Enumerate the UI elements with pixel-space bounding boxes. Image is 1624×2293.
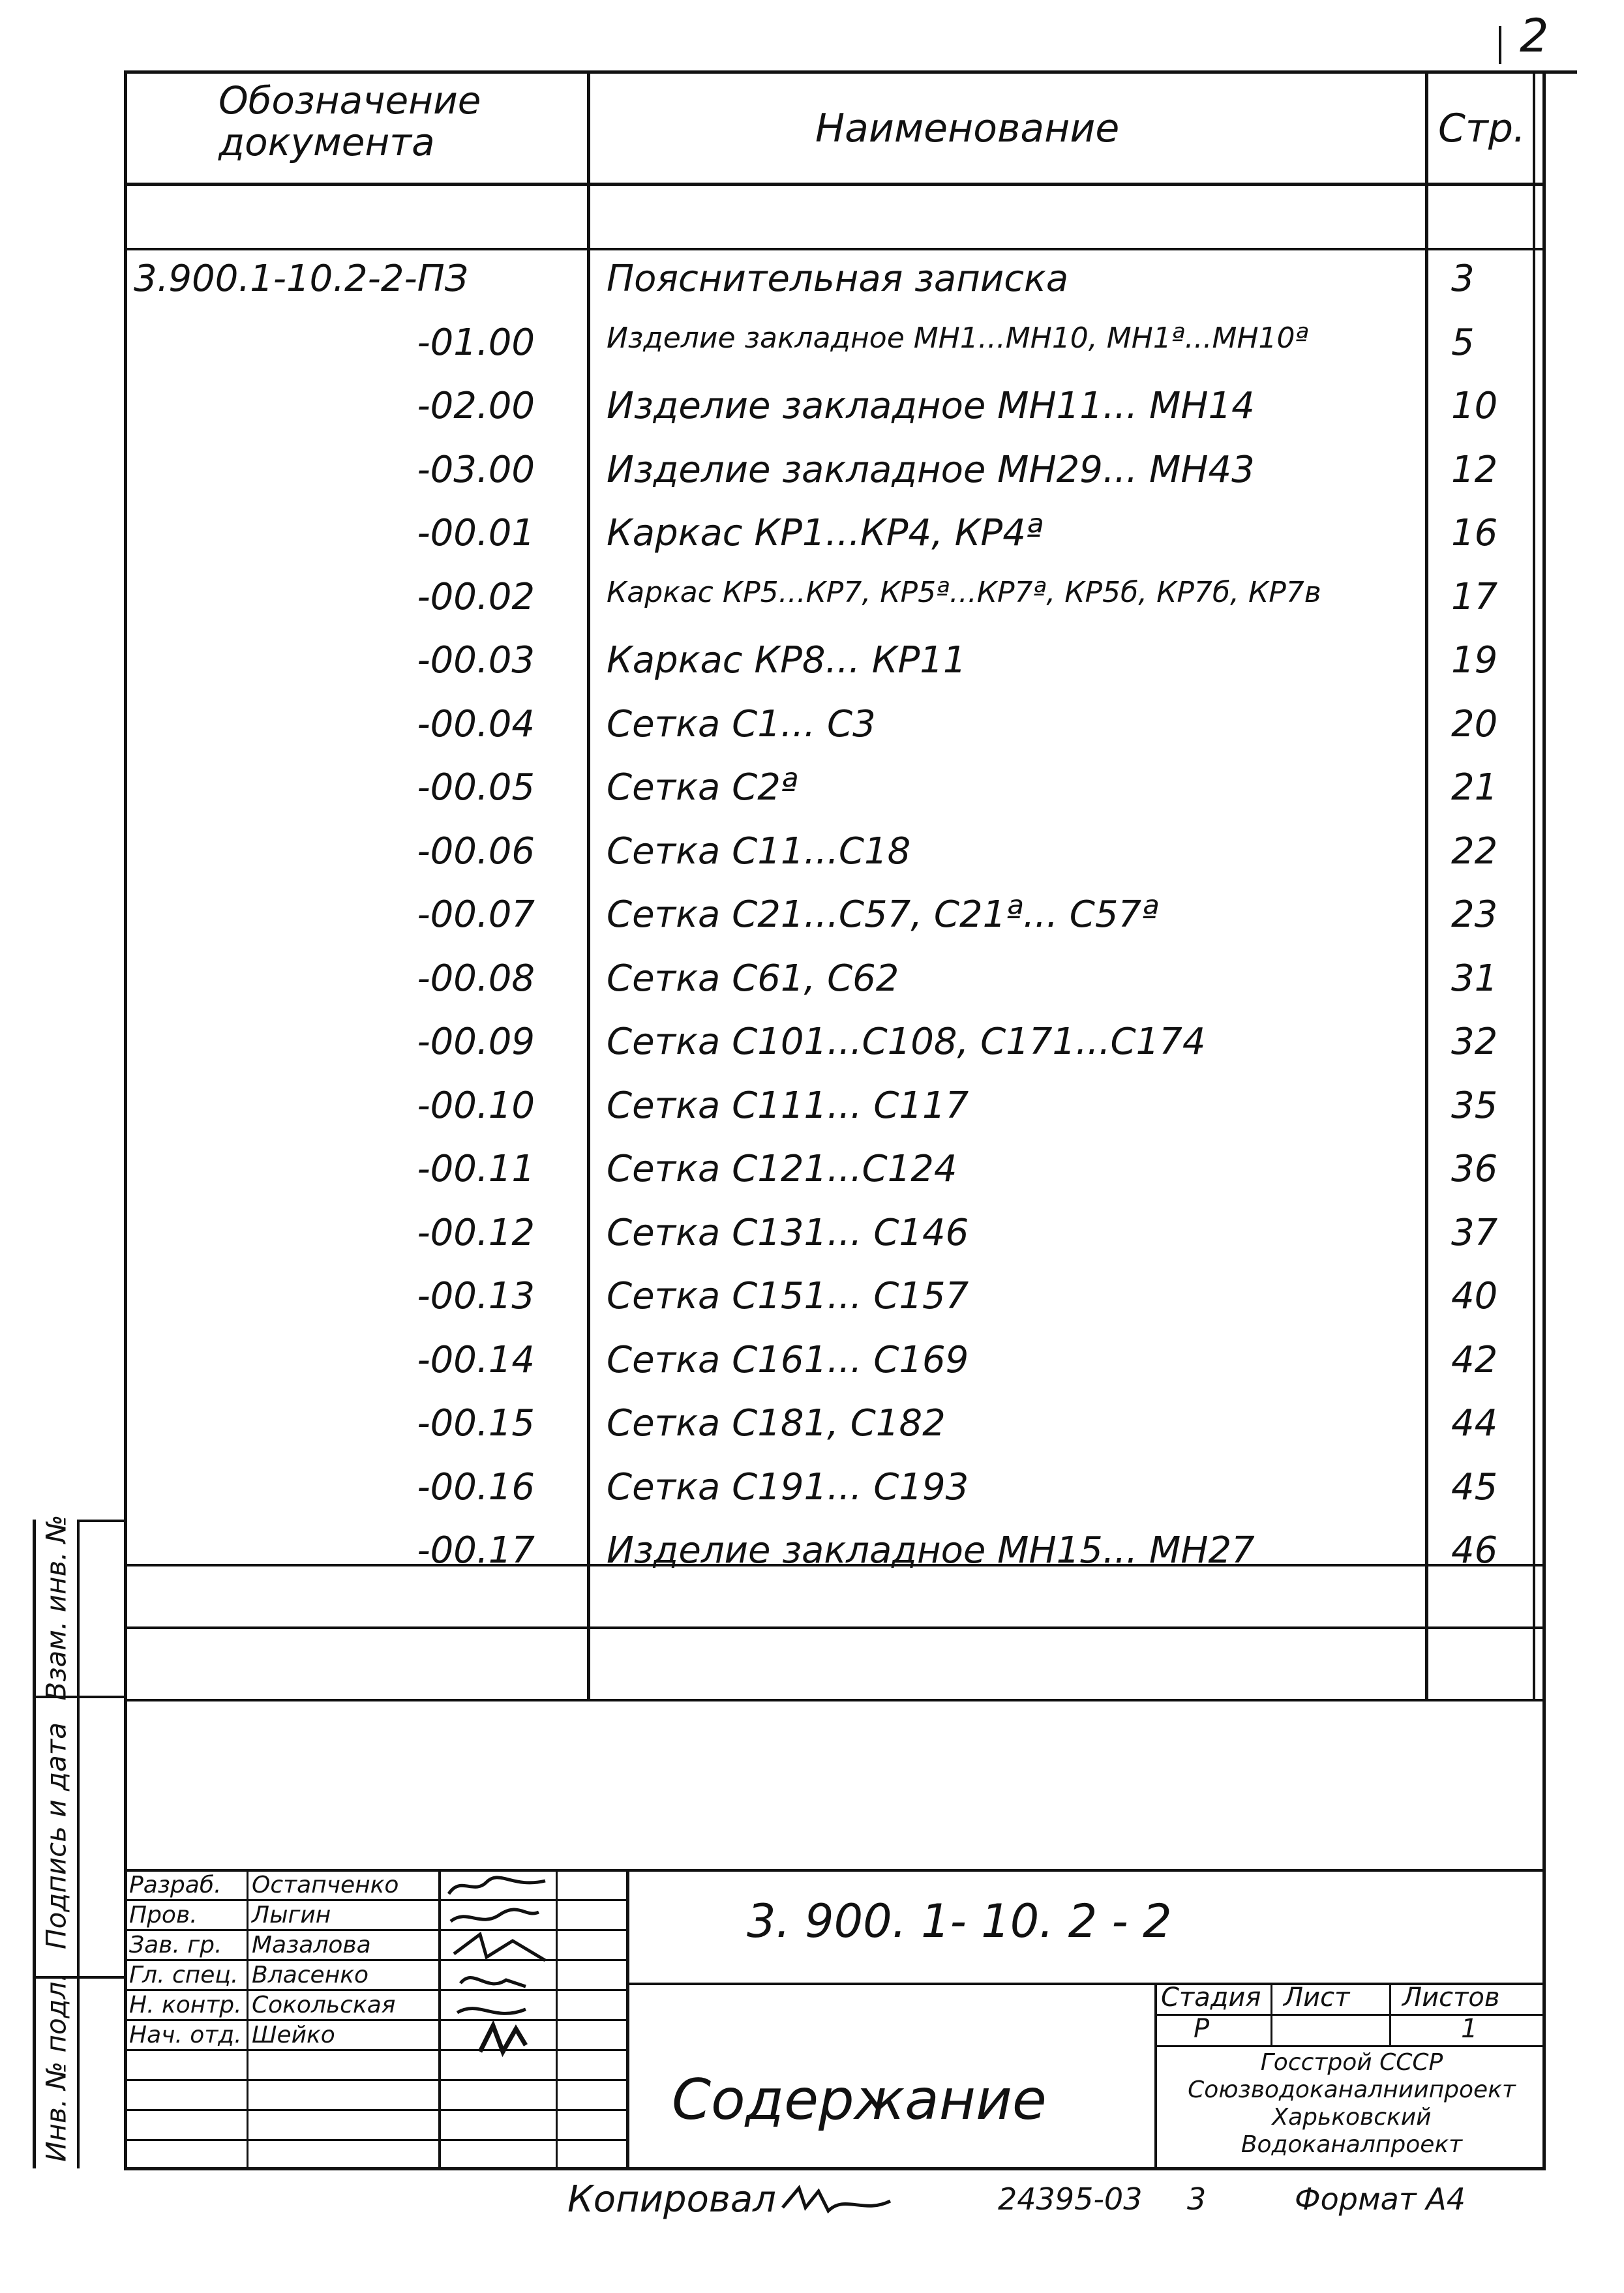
org-line: Союзводоканалниипроект	[1188, 2076, 1516, 2103]
side-sign-date: Подпись и дата	[40, 1722, 72, 1949]
row-name: Изделие закладное МН29... МН43	[607, 448, 1255, 491]
row-code: -00.02	[417, 575, 535, 618]
row-name: Сетка С21...С57, С21ª... С57ª	[607, 893, 1159, 936]
row-code: -00.10	[417, 1084, 535, 1127]
page-number: 2	[1520, 9, 1549, 63]
frame-left	[124, 70, 127, 2169]
row-page: 44	[1451, 1402, 1498, 1445]
row-page: 17	[1451, 575, 1498, 618]
col-line-1	[587, 70, 590, 1701]
row-code: -00.04	[417, 702, 535, 745]
tb-vert-4	[626, 1869, 629, 2168]
row-page: 21	[1451, 766, 1498, 809]
row-name: Сетка С2ª	[607, 766, 798, 809]
header-designation	[218, 80, 558, 163]
tb-person-name: Сокольская	[252, 1992, 396, 2018]
tb-vert-1	[247, 1869, 248, 2168]
row-code: -00.11	[417, 1148, 535, 1190]
tb-person-name: Лыгин	[252, 1902, 331, 1928]
org-line: Водоканалпроект	[1241, 2131, 1463, 2158]
row-page: 36	[1451, 1148, 1498, 1190]
sheets-label: Листов	[1402, 1983, 1500, 2013]
row-name: Пояснительная записка	[607, 258, 1069, 300]
row-name: Сетка С121...С124	[607, 1148, 957, 1190]
row-name: Изделие закладное МН15... МН27	[607, 1529, 1255, 1572]
row-name: Сетка С111... С117	[607, 1084, 969, 1127]
signature-mark	[460, 1977, 526, 1986]
row-code: -00.14	[417, 1338, 535, 1381]
row-name: Сетка С101...С108, С171...С174	[607, 1021, 1206, 1063]
frame-right	[1542, 70, 1546, 2169]
tb-role: Гл. спец.	[129, 1962, 239, 1988]
header-designation-text: Обозначение документа	[218, 78, 481, 164]
header-page: Стр.	[1438, 106, 1526, 151]
row-code: -02.00	[417, 385, 535, 427]
signature-mark	[454, 1934, 545, 1960]
row-code: -00.13	[417, 1275, 535, 1317]
row-name: Сетка С61, С62	[607, 957, 899, 1000]
signatures	[441, 1869, 558, 2084]
tb-role: Н. контр.	[129, 1992, 242, 2018]
sheet-label: Лист	[1284, 1983, 1350, 2013]
row-code: -00.09	[417, 1021, 535, 1063]
sheets-value: 1	[1461, 2014, 1478, 2044]
signature-mark	[480, 2026, 526, 2052]
organization-block	[1158, 2049, 1546, 2159]
tb-person-name: Шейко	[252, 2022, 335, 2048]
row-code: -00.08	[417, 957, 535, 1000]
page-number-tick	[1499, 26, 1501, 64]
tb-row	[124, 2109, 627, 2111]
row-page: 20	[1451, 702, 1498, 745]
row-page: 45	[1451, 1465, 1498, 1508]
signature-mark	[451, 1910, 539, 1921]
tb-role: Разраб.	[129, 1872, 222, 1898]
row-page: 37	[1451, 1211, 1498, 1254]
row-page: 46	[1451, 1529, 1498, 1572]
row-page: 31	[1451, 957, 1498, 1000]
side-stamp-left	[33, 1520, 36, 2168]
signature-mark	[783, 2188, 890, 2211]
row-name: Изделие закладное МН11... МН14	[607, 385, 1255, 427]
col-line-2	[1425, 70, 1428, 1701]
header-name: Наименование	[815, 106, 1120, 151]
row-line	[124, 1699, 1546, 1701]
row-name: Сетка С131... С146	[607, 1211, 969, 1254]
row-name: Сетка С191... С193	[607, 1465, 969, 1508]
frame-bottom	[124, 2167, 1546, 2170]
tb-person-name: Мазалова	[252, 1932, 371, 1958]
row-line	[124, 248, 1546, 250]
row-page: 5	[1451, 321, 1475, 364]
row-page: 42	[1451, 1338, 1498, 1381]
tb-stage-hline	[1154, 2014, 1546, 2016]
tb-role: Зав. гр.	[129, 1932, 222, 1958]
footer-format: Формат А4	[1295, 2181, 1466, 2217]
row-page: 35	[1451, 1084, 1498, 1127]
side-vzam: Взам. инв. №	[40, 1514, 72, 1701]
col-line-3	[1533, 70, 1535, 1701]
row-page: 22	[1451, 830, 1498, 873]
row-page: 3	[1451, 258, 1475, 300]
tb-role: Пров.	[129, 1902, 198, 1928]
row-code: -00.16	[417, 1465, 535, 1508]
tb-stage-hline2	[1154, 2045, 1546, 2047]
copier-signature	[779, 2181, 897, 2221]
row-page: 32	[1451, 1021, 1498, 1063]
row-name: Каркас КР8... КР11	[607, 639, 967, 682]
tb-person-name: Остапченко	[252, 1872, 399, 1898]
row-code: 3.900.1-10.2-2-ПЗ	[134, 258, 468, 300]
row-line	[124, 1626, 1546, 1629]
side-stamp-top	[77, 1520, 126, 1522]
stage-label: Стадия	[1161, 1983, 1261, 2013]
tb-role: Нач. отд.	[129, 2022, 242, 2048]
row-code: -00.06	[417, 830, 535, 873]
row-page: 40	[1451, 1275, 1498, 1317]
tb-person-name: Власенко	[252, 1962, 369, 1988]
row-code: -00.01	[417, 512, 535, 554]
frame-top	[124, 70, 1577, 74]
signature-mark	[449, 1878, 545, 1894]
row-page: 16	[1451, 512, 1498, 554]
signature-mark	[457, 2009, 526, 2014]
org-line: Госстрой СССР	[1260, 2049, 1443, 2076]
row-code: -00.15	[417, 1402, 535, 1445]
header-bottom-line	[124, 183, 1546, 186]
row-code: -01.00	[417, 321, 535, 364]
tb-row	[124, 2139, 627, 2141]
document-code: 3. 900. 1- 10. 2 - 2	[747, 1895, 1172, 1948]
footer-number: 24395-03	[998, 2181, 1143, 2217]
row-name: Сетка С151... С157	[607, 1275, 969, 1317]
row-code: -00.03	[417, 639, 535, 682]
document-title: Содержание	[672, 2067, 1047, 2133]
row-name: Сетка С161... С169	[607, 1338, 969, 1381]
org-line: Харьковский	[1272, 2104, 1432, 2131]
row-name: Сетка С181, С182	[607, 1402, 946, 1445]
row-name: Изделие закладное МН1...МН10, МН1ª...МН10ª	[607, 321, 1309, 355]
stage-value: Р	[1194, 2014, 1210, 2044]
row-page: 23	[1451, 893, 1498, 936]
row-name: Сетка С1... С3	[607, 702, 876, 745]
row-page: 12	[1451, 448, 1498, 491]
row-page: 10	[1451, 385, 1498, 427]
row-code: -00.07	[417, 893, 535, 936]
row-name: Сетка С11...С18	[607, 830, 911, 873]
footer-copied: Копировал	[567, 2178, 776, 2221]
row-page: 19	[1451, 639, 1498, 682]
footer-sheet: 3	[1187, 2181, 1207, 2217]
row-name: Каркас КР1...КР4, КР4ª	[607, 512, 1044, 554]
side-inv-no: Инв. № подл.	[40, 1973, 72, 2162]
row-code: -00.17	[417, 1529, 535, 1572]
side-stamp-mid	[77, 1520, 80, 2168]
row-code: -00.12	[417, 1211, 535, 1254]
row-code: -00.05	[417, 766, 535, 809]
row-name: Каркас КР5...КР7, КР5ª...КР7ª, КР5б, КР7б, КР7в	[607, 575, 1321, 609]
row-code: -03.00	[417, 448, 535, 491]
tb-vert-stage	[1154, 1983, 1157, 2168]
